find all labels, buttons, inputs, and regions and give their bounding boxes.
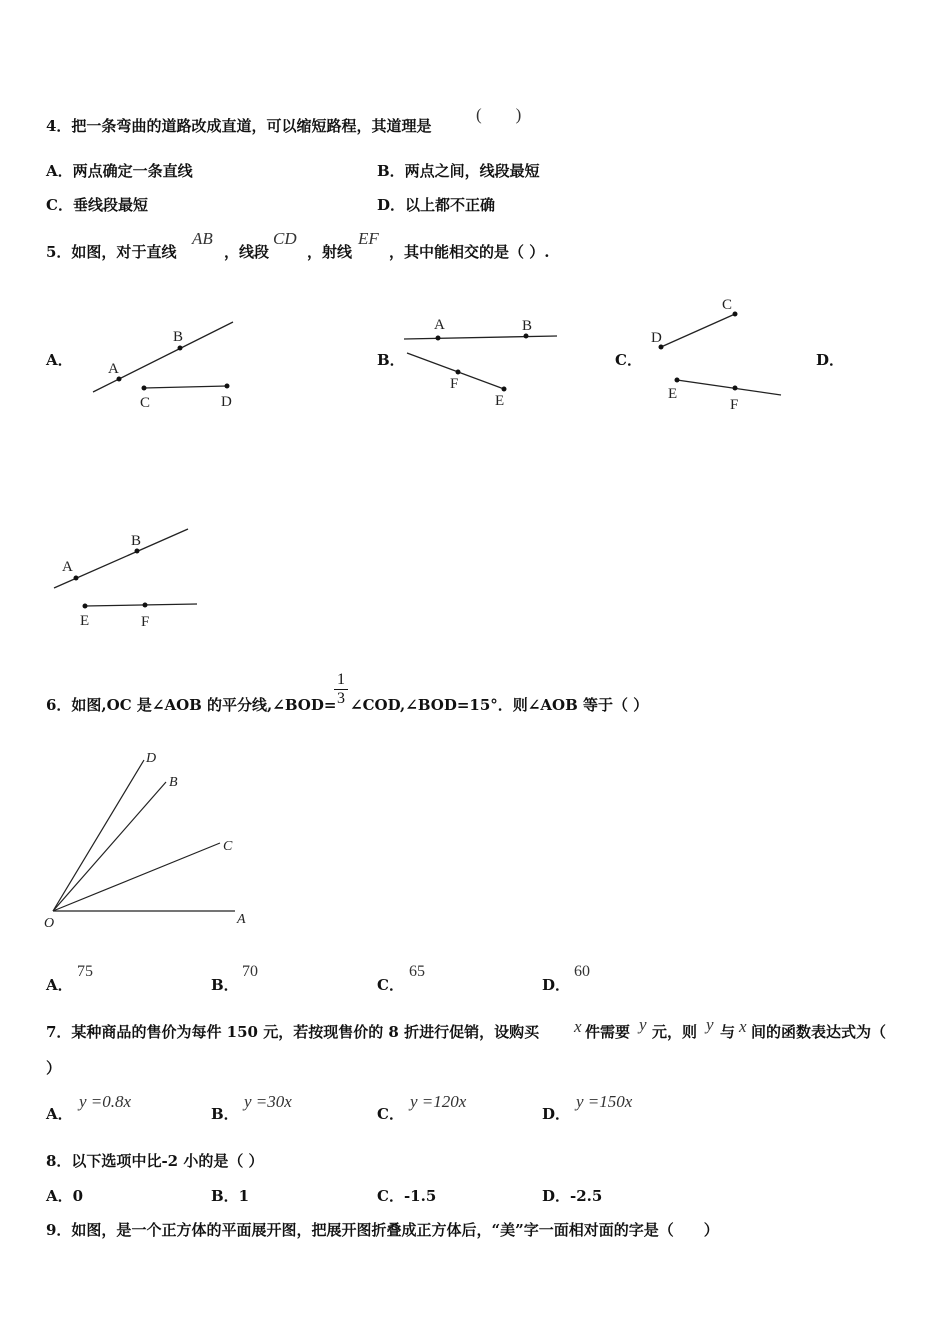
q7-stem-part4: 与 (720, 1023, 736, 1041)
point-b (178, 346, 183, 351)
q8-option-c: C．-1.5 (377, 1187, 437, 1205)
q7-stem-part3: 元，则 (652, 1023, 698, 1041)
ray-ob (53, 782, 166, 911)
label-a: A (434, 317, 445, 333)
ray-ef (85, 604, 197, 606)
point-e (83, 604, 88, 609)
label-a: A (62, 559, 73, 575)
point-e (675, 378, 680, 383)
label-e: E (495, 393, 505, 409)
label-f: F (141, 614, 150, 630)
q5-stem-part1: 5．如图，对于直线 (46, 243, 177, 261)
q6-option-c-label: C． (377, 976, 404, 994)
line-ab (404, 336, 557, 339)
q5-stem-part4: ，其中能相交的是（ ）. (389, 243, 550, 261)
q6-fraction-denominator: 3 (337, 690, 345, 707)
q7-option-a-label: A． (46, 1105, 73, 1123)
q7-option-d-label: D． (542, 1105, 571, 1123)
q5-figure-c (648, 296, 788, 416)
label-f: F (450, 376, 459, 392)
point-c (733, 312, 738, 317)
q6-fraction (334, 671, 348, 708)
point-d (225, 384, 230, 389)
label-a: A (237, 912, 246, 927)
q7-option-d-value: y =150x (576, 1092, 633, 1111)
label-d: D (146, 751, 157, 766)
point-f (143, 603, 148, 608)
q5-segment-cd: CD (273, 229, 297, 248)
label-e: E (80, 613, 90, 629)
q6-option-b-label: B． (211, 976, 239, 994)
q8-option-b: B．1 (211, 1187, 250, 1205)
q4-stem: 4．把一条弯曲的道路改成直道，可以缩短路程，其道理是 (46, 117, 432, 135)
q8-option-a: A．0 (46, 1187, 84, 1205)
q5-line-ab: AB (192, 229, 213, 248)
label-d: D (651, 330, 662, 346)
q7-option-a-value: y =0.8x (79, 1092, 132, 1111)
q5-option-d-label: D． (816, 351, 845, 369)
q8-option-d: D．-2.5 (542, 1187, 603, 1205)
q5-option-b-label: B． (377, 351, 405, 369)
q5-figure-d (50, 524, 210, 634)
q6-option-a-value: 75 (77, 963, 93, 980)
q5-figure-a (88, 316, 248, 426)
point-f (733, 386, 738, 391)
q6-option-a-label: A． (46, 976, 73, 994)
q4-option-b: B．两点之间，线段最短 (377, 162, 540, 180)
q6-option-d-label: D． (542, 976, 571, 994)
q5-option-c-label: C． (615, 351, 642, 369)
q5-stem-part3: ，射线 (307, 243, 353, 261)
q4-option-a: A．两点确定一条直线 (46, 162, 193, 180)
point-b (524, 334, 529, 339)
q6-option-c-value: 65 (409, 963, 425, 980)
q5-figure-b (400, 314, 570, 414)
label-b: B (522, 318, 533, 334)
point-e (502, 387, 507, 392)
label-e: E (668, 386, 678, 402)
line-ab (93, 322, 233, 392)
q6-option-d-value: 60 (574, 963, 590, 980)
q4-option-c: C．垂线段最短 (46, 196, 148, 214)
q6-angle-figure (40, 745, 260, 935)
label-c: C (722, 297, 733, 313)
label-c: C (223, 839, 233, 854)
q7-stem-part5: 间的函数表达式为（ (751, 1023, 887, 1041)
point-c (142, 386, 147, 391)
point-b (135, 549, 140, 554)
ray-oc (53, 843, 220, 911)
q7-option-c-label: C． (377, 1105, 404, 1123)
q6-fraction-numerator: 1 (334, 671, 348, 690)
label-b: B (173, 329, 184, 345)
label-b: B (169, 775, 178, 790)
q7-var-y2: y (706, 1015, 714, 1034)
point-a (117, 377, 122, 382)
label-f: F (730, 397, 739, 413)
q6-option-b-value: 70 (242, 963, 258, 980)
q7-option-c-value: y =120x (410, 1092, 467, 1111)
q5-option-a-label: A． (46, 351, 73, 369)
q4-option-d: D．以上都不正确 (377, 196, 496, 214)
segment-cd (144, 386, 227, 388)
label-b: B (131, 533, 142, 549)
q8-stem: 8．以下选项中比-2 小的是（ ） (46, 1152, 264, 1170)
segment-dc (661, 314, 735, 347)
q6-stem-part2: ∠COD,∠BOD=15°．则∠AOB 等于（ ） (350, 696, 649, 714)
point-a (74, 576, 79, 581)
q9-stem: 9．如图，是一个正方体的平面展开图，把展开图折叠成正方体后，“美”字一面相对面的字是（ ） (46, 1221, 719, 1239)
q7-option-b-value: y =30x (244, 1092, 292, 1111)
q7-var-y1: y (639, 1015, 647, 1034)
q7-var-x2: x (739, 1017, 747, 1036)
point-f (456, 370, 461, 375)
q5-ray-ef: EF (358, 229, 379, 248)
label-a: A (108, 361, 119, 377)
q7-stem-part6: ） (46, 1059, 62, 1077)
label-c: C (140, 395, 151, 411)
q6-stem-part1: 6．如图,OC 是∠AOB 的平分线,∠BOD= (46, 696, 337, 714)
q7-var-x1: x (574, 1017, 582, 1036)
q7-stem-part2: 件需要 (585, 1023, 631, 1041)
point-a (436, 336, 441, 341)
q7-stem-part1: 7．某种商品的售价为每件 150 元，若按现售价的 8 折进行促销，设购买 (46, 1023, 540, 1041)
q5-stem-part2: ，线段 (224, 243, 270, 261)
label-o: O (44, 916, 55, 931)
q7-option-b-label: B． (211, 1105, 239, 1123)
ray-od (53, 760, 144, 911)
q4-answer-paren: ( ) (476, 105, 522, 124)
label-d: D (221, 394, 232, 410)
ray-ef (677, 380, 781, 395)
